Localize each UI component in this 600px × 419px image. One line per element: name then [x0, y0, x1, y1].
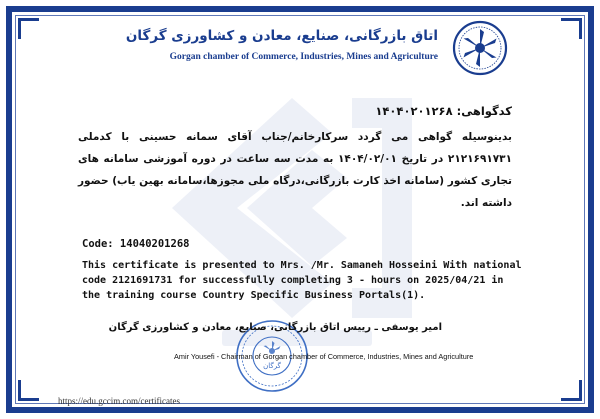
- certificate-code-value: ۱۴۰۴۰۲۰۱۲۶۸: [375, 104, 453, 118]
- border-corner-ornament: [18, 380, 39, 401]
- border-corner-ornament: [561, 18, 582, 39]
- certificate-body-english: This certificate is presented to Mrs. /Mr. Samaneh Hosseini With national code 2121691731 for successfully completing 3 - hours on 2025/04/21 in the training course Country Specific Business Portals(1).: [82, 260, 522, 301]
- border-corner-ornament: [561, 380, 582, 401]
- chamber-globe-logo-icon: [452, 20, 508, 76]
- stamp-city-text: گرگان: [263, 362, 281, 370]
- organization-name-persian: اتاق بازرگانی، صنایع، معادن و کشاورزی گرگان: [125, 28, 438, 44]
- organization-name-english: Gorgan chamber of Commerce, Industries, Mines and Agriculture: [169, 52, 438, 62]
- certificate-code-label: کدگواهی:: [456, 104, 512, 118]
- signature-title-english: Amir Yousefi - Chairman of Gorgan chamber of Commerce, Industries, Mines and Agriculture: [174, 352, 474, 361]
- border-corner-ornament: [18, 18, 39, 39]
- certificate-code-english: Code: 14040201268: [82, 238, 190, 250]
- signature-title-persian: امیر یوسفی ـ رییس اتاق بازرگانی، صنایع، معادن و کشاورزی گرگان: [108, 322, 442, 333]
- certificate-body-persian: بدینوسیله گواهی می گردد سرکارخانم/جناب آقای سمانه حسینی با کدملی ۲۱۲۱۶۹۱۷۳۱ در تاریخ ۱۴۰۴/۰۲/۰۱ به مدت سه ساعت در دوره آموزشی سامانه های تجاری کشور (سامانه اخذ کارت بازرگانی،درگاه ملی مجوزها،سامانه بهین یاب) حضور داشته اند.: [78, 131, 512, 209]
- certificate-code-persian: [375, 104, 512, 118]
- certificate-verification-link[interactable]: https://edu.gccim.com/certificates: [58, 396, 180, 406]
